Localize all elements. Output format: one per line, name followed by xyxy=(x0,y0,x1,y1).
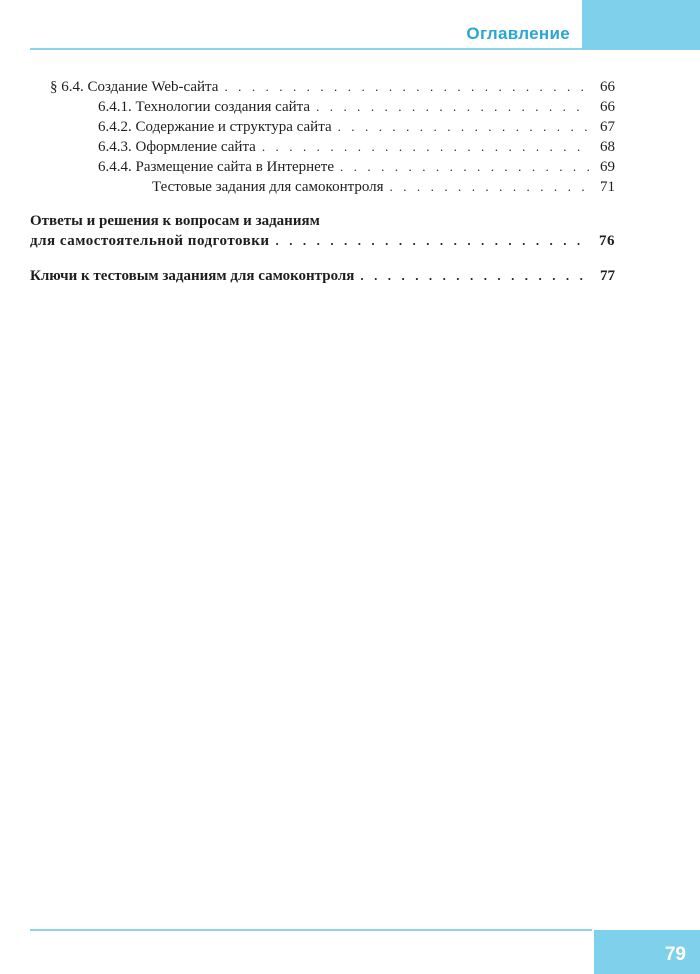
toc-entry-answers[interactable] xyxy=(30,211,615,251)
dot-leader xyxy=(276,231,590,251)
toc-entry-label: 6.4.2. Содержание и структура сайта xyxy=(98,119,332,135)
toc-entry-answers-row xyxy=(30,231,615,251)
toc-entry-6-4-1[interactable] xyxy=(30,97,615,117)
dot-leader xyxy=(390,177,590,197)
toc-entry-keys[interactable] xyxy=(30,266,615,286)
toc-entry-label: Ключи к тестовым заданиям для самоконтроля xyxy=(30,268,355,284)
toc-entry-page: 77 xyxy=(600,268,615,284)
toc-entry-label: 6.4.4. Размещение сайта в Интернете xyxy=(98,159,335,175)
toc-entry-label: 6.4.1. Технологии создания сайта xyxy=(98,99,311,115)
header-rule xyxy=(30,48,590,50)
toc-entry-label: 6.4.3. Оформление сайта xyxy=(98,139,256,155)
dot-leader xyxy=(360,266,590,286)
toc-entry-self-test[interactable] xyxy=(30,177,615,197)
footer-color-block xyxy=(594,930,700,974)
dot-leader xyxy=(224,77,590,97)
toc-entry-page: 68 xyxy=(600,139,615,155)
dot-leader xyxy=(340,157,590,177)
toc-entry-page: 76 xyxy=(599,233,615,249)
toc-entry-page: 66 xyxy=(600,99,615,115)
toc-entry-page: 66 xyxy=(600,79,615,95)
toc-entry-label-line1: Ответы и решения к вопросам и заданиям xyxy=(30,213,320,229)
dot-leader xyxy=(338,117,590,137)
toc-entry-page: 67 xyxy=(600,119,615,135)
toc-entry-6-4-4[interactable] xyxy=(30,157,615,177)
toc-entry-page: 69 xyxy=(600,159,615,175)
section-title: Оглавление xyxy=(466,24,570,43)
toc-entry-label: Тестовые задания для самоконтроля xyxy=(152,179,384,195)
header-color-block xyxy=(582,0,700,50)
page-number: 79 xyxy=(664,944,686,965)
table-of-contents xyxy=(30,77,615,286)
footer-rule xyxy=(30,929,592,931)
toc-entry-label-line2: для самостоятельной подготовки xyxy=(30,233,270,249)
toc-entry-6-4-2[interactable] xyxy=(30,117,615,137)
toc-entry-6-4-3[interactable] xyxy=(30,137,615,157)
toc-entry-page: 71 xyxy=(600,179,615,195)
dot-leader xyxy=(316,97,590,117)
toc-entry-6-4[interactable] xyxy=(30,77,615,97)
dot-leader xyxy=(262,137,590,157)
toc-entry-label: § 6.4. Создание Web-сайта xyxy=(50,79,219,95)
